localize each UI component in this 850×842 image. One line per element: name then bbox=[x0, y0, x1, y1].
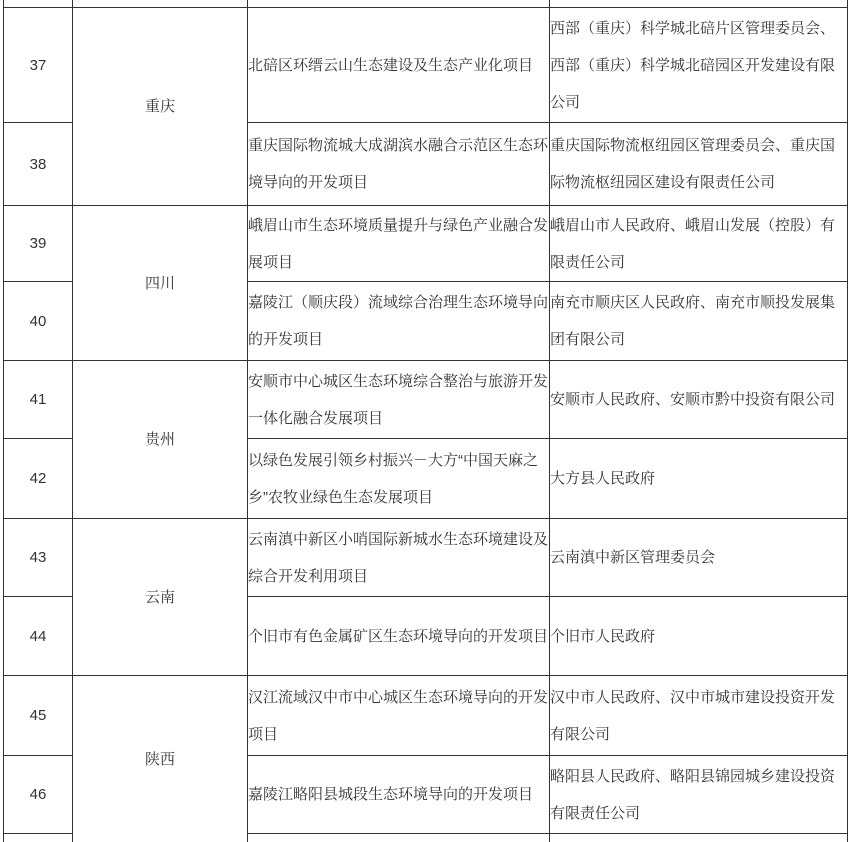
org-cell: 南充市顺庆区人民政府、南充市顺投发展集团有限公司 bbox=[550, 282, 848, 361]
project-name-cell: 安顺市中心城区生态环境综合整治与旅游开发一体化融合发展项目 bbox=[248, 361, 550, 439]
row-number-cell: 39 bbox=[4, 206, 73, 282]
org-cell: 略阳县人民政府、略阳县锦园城乡建设投资有限责任公司 bbox=[550, 756, 848, 834]
project-table bbox=[3, 0, 848, 842]
project-name-cell bbox=[248, 834, 550, 842]
row-number-cell: 42 bbox=[4, 439, 73, 519]
province-cell bbox=[73, 0, 248, 8]
org-cell: 汉中市人民政府、汉中市城市建设投资开发有限公司 bbox=[550, 676, 848, 756]
org-cell: 安顺市人民政府、安顺市黔中投资有限公司 bbox=[550, 361, 848, 439]
org-cell bbox=[550, 0, 848, 8]
row-number-cell: 37 bbox=[4, 8, 73, 123]
project-name-cell: 嘉陵江（顺庆段）流域综合治理生态环境导向的开发项目 bbox=[248, 282, 550, 361]
project-name-cell: 北碚区环缙云山生态建设及生态产业化项目 bbox=[248, 8, 550, 123]
table-row bbox=[4, 361, 848, 439]
table-row-clipped-top bbox=[4, 0, 848, 8]
project-name-cell: 重庆国际物流城大成湖滨水融合示范区生态环境导向的开发项目 bbox=[248, 123, 550, 206]
row-number-cell bbox=[4, 834, 73, 842]
row-number-cell: 40 bbox=[4, 282, 73, 361]
project-name-cell: 汉江流域汉中市中心城区生态环境导向的开发项目 bbox=[248, 676, 550, 756]
province-cell-chongqing: 重庆 bbox=[73, 8, 248, 206]
row-number-cell: 44 bbox=[4, 597, 73, 676]
table-row bbox=[4, 8, 848, 123]
province-cell-shaanxi: 陕西 bbox=[73, 676, 248, 842]
row-number-cell: 41 bbox=[4, 361, 73, 439]
row-number-cell: 45 bbox=[4, 676, 73, 756]
org-cell bbox=[550, 834, 848, 842]
org-cell: 个旧市人民政府 bbox=[550, 597, 848, 676]
province-cell-sichuan: 四川 bbox=[73, 206, 248, 361]
project-name-cell: 个旧市有色金属矿区生态环境导向的开发项目 bbox=[248, 597, 550, 676]
row-number-cell: 38 bbox=[4, 123, 73, 206]
row-number-cell: 43 bbox=[4, 519, 73, 597]
row-number-cell bbox=[4, 0, 73, 8]
org-cell: 西部（重庆）科学城北碚片区管理委员会、西部（重庆）科学城北碚园区开发建设有限公司 bbox=[550, 8, 848, 123]
province-cell-yunnan: 云南 bbox=[73, 519, 248, 676]
project-name-cell: 以绿色发展引领乡村振兴－大方“中国天麻之乡”农牧业绿色生态发展项目 bbox=[248, 439, 550, 519]
table-row bbox=[4, 676, 848, 756]
org-cell: 大方县人民政府 bbox=[550, 439, 848, 519]
table-row bbox=[4, 519, 848, 597]
org-cell: 重庆国际物流枢纽园区管理委员会、重庆国际物流枢纽园区建设有限责任公司 bbox=[550, 123, 848, 206]
project-name-cell: 嘉陵江略阳县城段生态环境导向的开发项目 bbox=[248, 756, 550, 834]
province-cell-guizhou: 贵州 bbox=[73, 361, 248, 519]
org-cell: 峨眉山市人民政府、峨眉山发展（控股）有限责任公司 bbox=[550, 206, 848, 282]
project-name-cell bbox=[248, 0, 550, 8]
table-row bbox=[4, 206, 848, 282]
project-name-cell: 峨眉山市生态环境质量提升与绿色产业融合发展项目 bbox=[248, 206, 550, 282]
org-cell: 云南滇中新区管理委员会 bbox=[550, 519, 848, 597]
project-name-cell: 云南滇中新区小哨国际新城水生态环境建设及综合开发利用项目 bbox=[248, 519, 550, 597]
row-number-cell: 46 bbox=[4, 756, 73, 834]
